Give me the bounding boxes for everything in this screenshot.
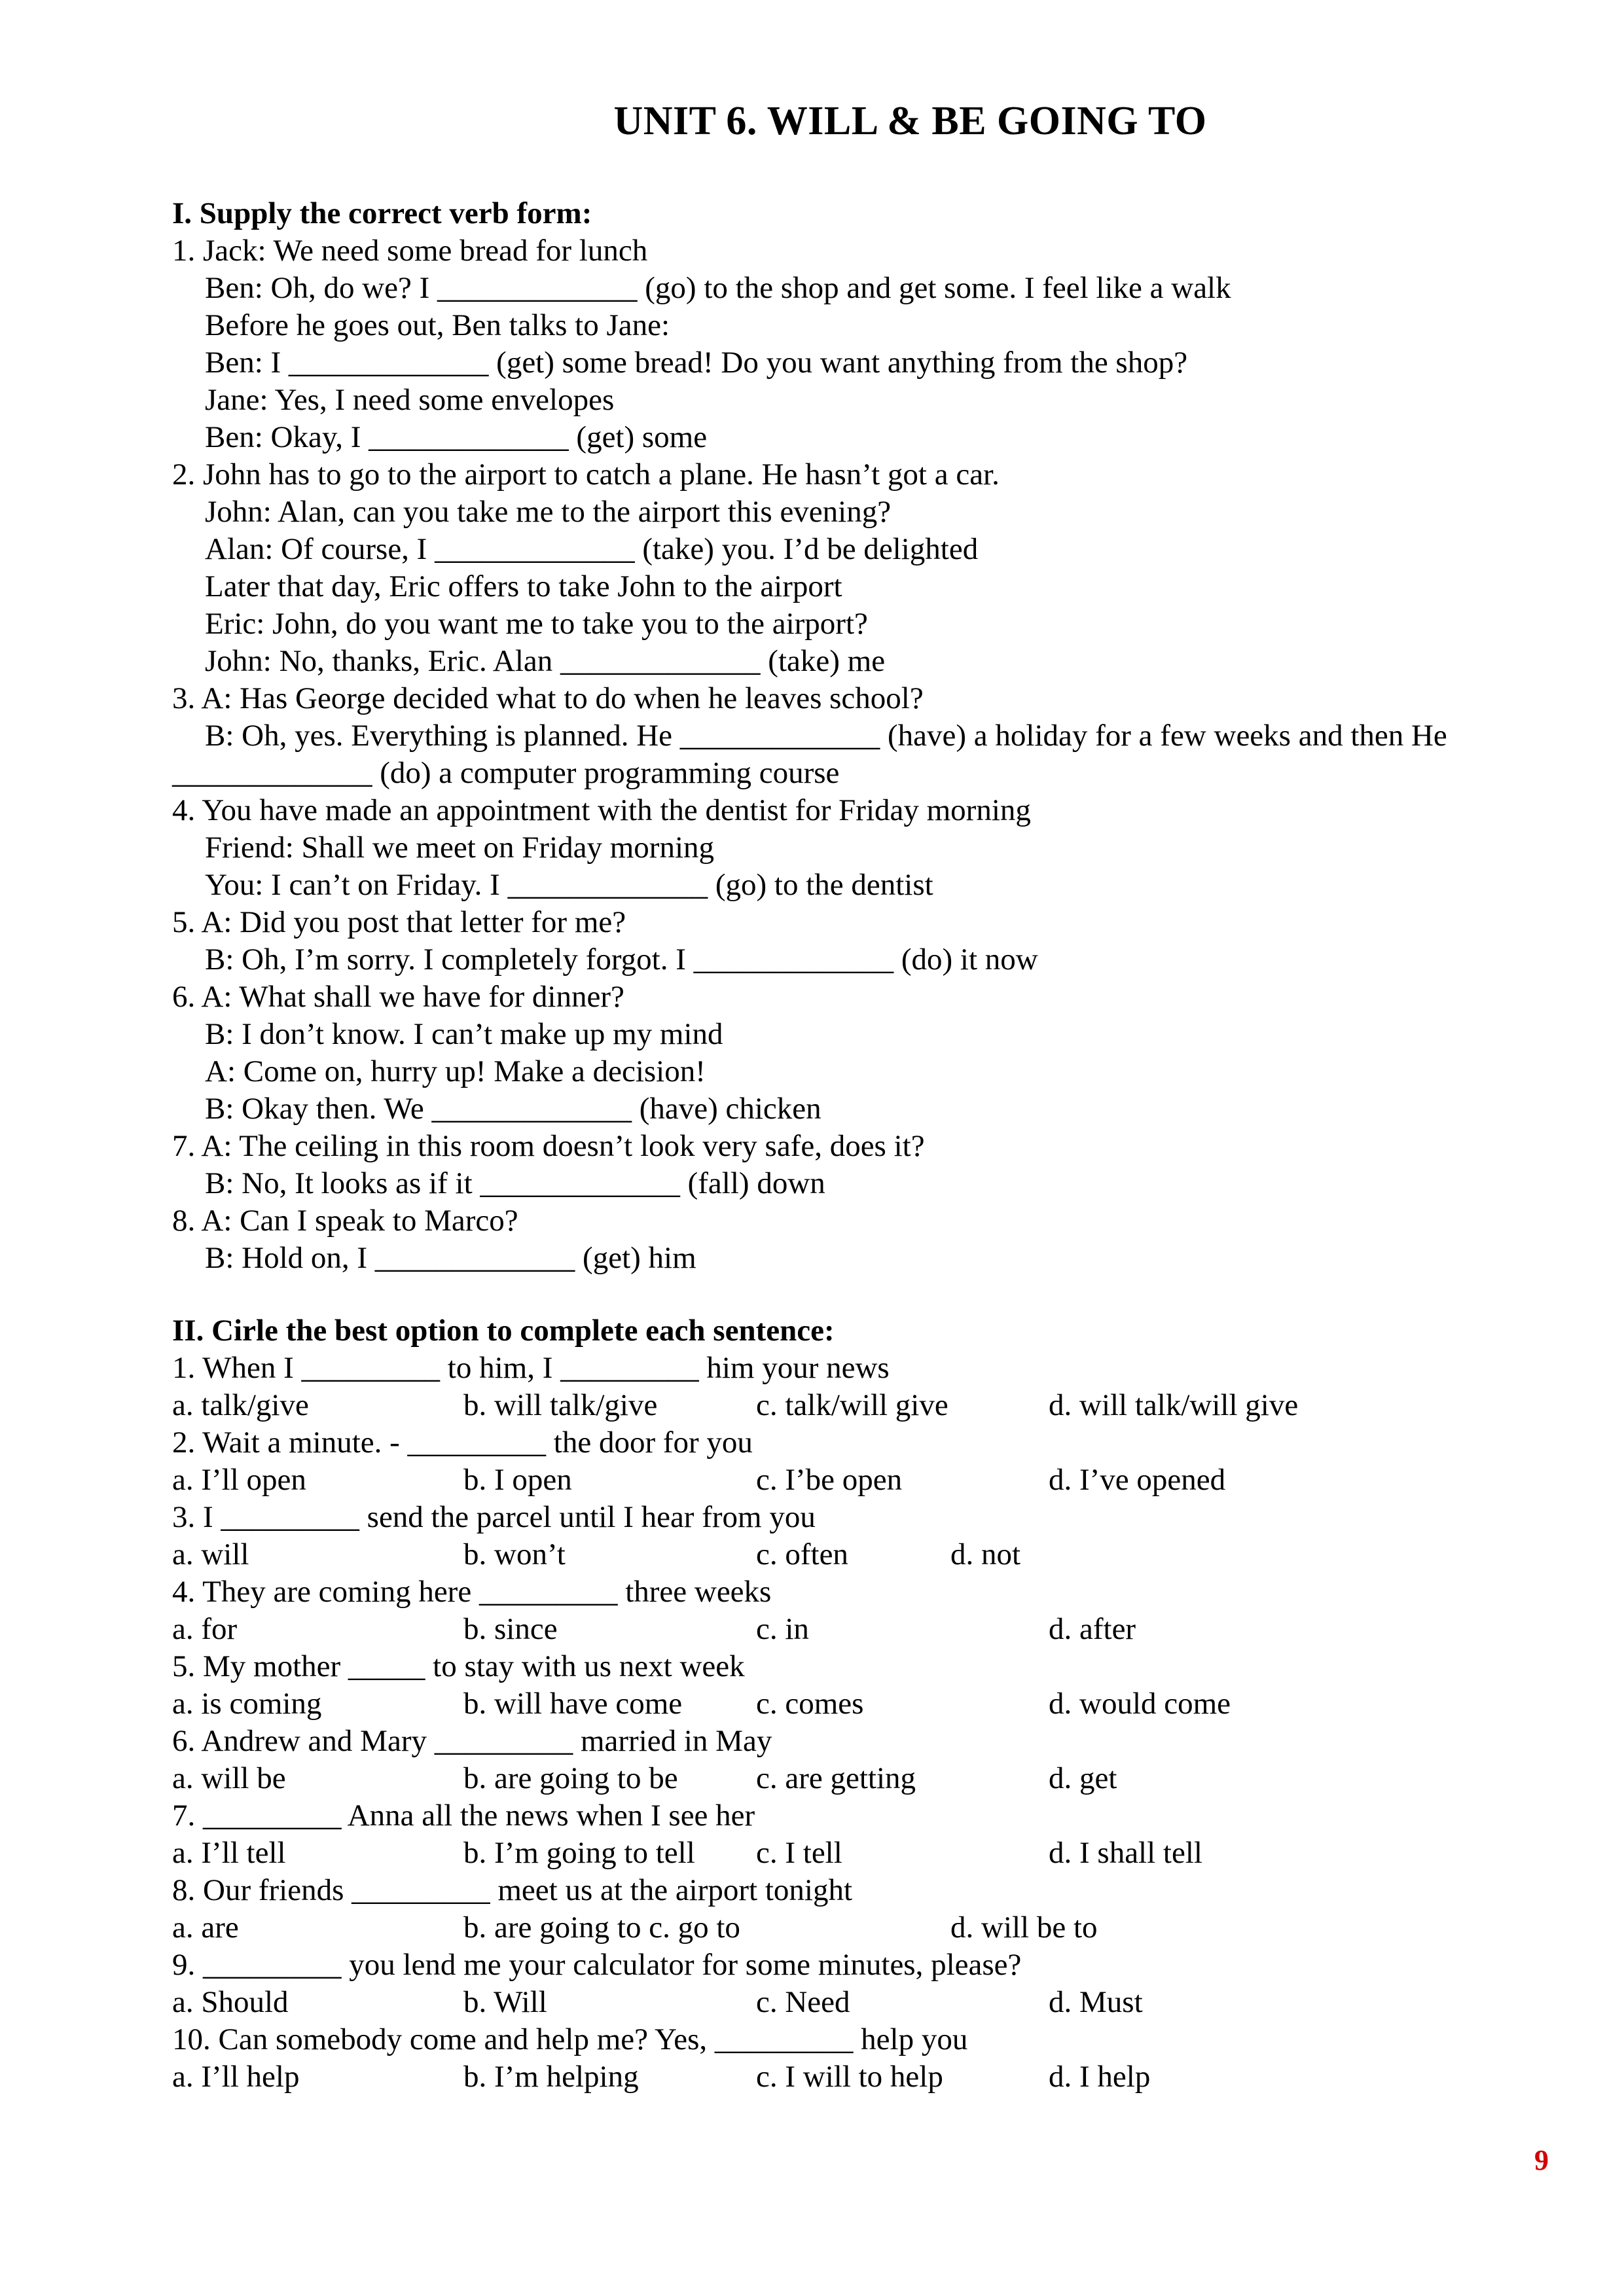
option-b[interactable]: b. will talk/give <box>463 1388 658 1422</box>
option-a[interactable]: a. talk/give <box>172 1388 309 1422</box>
option-c[interactable]: c. talk/will give <box>756 1388 948 1422</box>
option-d[interactable]: d. will talk/will give <box>1049 1388 1299 1422</box>
exercise-line: 1. Jack: We need some bread for lunch <box>172 234 648 268</box>
option-d[interactable]: d. Must <box>1049 1985 1143 2019</box>
option-c[interactable]: c. are getting <box>756 1761 916 1795</box>
option-c[interactable]: c. I will to help <box>756 2060 943 2094</box>
option-d[interactable]: d. after <box>1049 1612 1136 1646</box>
exercise-line: 5. A: Did you post that letter for me? <box>172 905 626 939</box>
option-d[interactable]: d. would come <box>1049 1687 1231 1721</box>
exercise-line: B: Hold on, I _____________ (get) him <box>205 1241 696 1275</box>
option-c[interactable]: c. I’be open <box>756 1463 903 1497</box>
question: 8. Our friends _________ meet us at the airport tonight <box>172 1873 853 1907</box>
exercise-line: Friend: Shall we meet on Friday morning <box>205 831 715 865</box>
exercise-line: B: I don’t know. I can’t make up my mind <box>205 1017 723 1051</box>
exercise-line: Jane: Yes, I need some envelopes <box>205 383 615 417</box>
question: 9. _________ you lend me your calculator for some minutes, please? <box>172 1948 1022 1982</box>
option-b[interactable]: b. since <box>463 1612 558 1646</box>
exercise-line: 6. A: What shall we have for dinner? <box>172 980 624 1014</box>
page-title: UNIT 6. WILL & BE GOING TO <box>613 99 1207 143</box>
question: 10. Can somebody come and help me? Yes, _________ help you <box>172 2022 968 2056</box>
option-a[interactable]: a. Should <box>172 1985 289 2019</box>
option-a[interactable]: a. for <box>172 1612 238 1646</box>
section-2-heading: II. Cirle the best option to complete each sentence: <box>172 1314 835 1348</box>
exercise-line: 4. You have made an appointment with the dentist for Friday morning <box>172 793 1031 827</box>
option-a[interactable]: a. will <box>172 1537 249 1571</box>
option-c[interactable]: c. often <box>756 1537 848 1571</box>
exercise-line: Ben: I _____________ (get) some bread! Do you want anything from the shop? <box>205 346 1188 380</box>
question: 4. They are coming here _________ three weeks <box>172 1575 772 1609</box>
page-number: 9 <box>1534 2144 1549 2176</box>
question: 6. Andrew and Mary _________ married in May <box>172 1724 772 1758</box>
option-d[interactable]: d. I’ve opened <box>1049 1463 1226 1497</box>
option-d[interactable]: d. I shall tell <box>1049 1836 1202 1870</box>
option-d[interactable]: d. will be to <box>950 1910 1098 1945</box>
option-a[interactable]: a. is coming <box>172 1687 322 1721</box>
question: 1. When I _________ to him, I _________ him your news <box>172 1351 890 1385</box>
exercise-line: Before he goes out, Ben talks to Jane: <box>205 308 670 342</box>
exercise-line: 3. A: Has George decided what to do when he leaves school? <box>172 681 924 715</box>
exercise-line: B: Oh, I’m sorry. I completely forgot. I _____________ (do) it now <box>205 942 1038 977</box>
option-a[interactable]: a. are <box>172 1910 239 1945</box>
option-a[interactable]: a. I’ll help <box>172 2060 300 2094</box>
option-b[interactable]: b. Will <box>463 1985 547 2019</box>
option-b[interactable]: b. I open <box>463 1463 572 1497</box>
exercise-line: 7. A: The ceiling in this room doesn’t look very safe, does it? <box>172 1129 925 1163</box>
option-b[interactable]: b. are going to be <box>463 1761 678 1795</box>
option-c[interactable]: c. I tell <box>756 1836 842 1870</box>
question: 5. My mother _____ to stay with us next week <box>172 1649 745 1683</box>
option-b[interactable]: b. won’t <box>463 1537 566 1571</box>
option-d[interactable]: d. not <box>950 1537 1021 1571</box>
exercise-line: A: Come on, hurry up! Make a decision! <box>205 1054 706 1088</box>
option-a[interactable]: a. I’ll open <box>172 1463 306 1497</box>
option-c[interactable]: c. comes <box>756 1687 864 1721</box>
question: 2. Wait a minute. - _________ the door for you <box>172 1426 753 1460</box>
exercise-line: John: Alan, can you take me to the airport this evening? <box>205 495 892 529</box>
option-a[interactable]: a. will be <box>172 1761 286 1795</box>
option-b[interactable]: b. I’m helping <box>463 2060 639 2094</box>
section-1-heading: I. Supply the correct verb form: <box>172 196 592 230</box>
exercise-line: Ben: Oh, do we? I _____________ (go) to the shop and get some. I feel like a walk <box>205 271 1231 305</box>
exercise-line: B: Okay then. We _____________ (have) chicken <box>205 1092 821 1126</box>
option-c[interactable]: c. in <box>756 1612 809 1646</box>
option-b[interactable]: b. will have come <box>463 1687 683 1721</box>
question: 7. _________ Anna all the news when I see her <box>172 1799 755 1833</box>
question: 3. I _________ send the parcel until I hear from you <box>172 1500 816 1534</box>
option-b[interactable]: b. I’m going to tell <box>463 1836 695 1870</box>
option-d[interactable]: d. get <box>1049 1761 1117 1795</box>
exercise-line: John: No, thanks, Eric. Alan _____________ (take) me <box>205 644 886 678</box>
exercise-line: B: Oh, yes. Everything is planned. He _____________ (have) a holiday for a few weeks and then He <box>205 719 1447 753</box>
exercise-line: B: No, It looks as if it _____________ (fall) down <box>205 1166 825 1200</box>
option-a[interactable]: a. I’ll tell <box>172 1836 286 1870</box>
option-b[interactable]: b. are going to c. go to <box>463 1910 740 1945</box>
exercise-line: Later that day, Eric offers to take John to the airport <box>205 569 842 603</box>
option-d[interactable]: d. I help <box>1049 2060 1151 2094</box>
exercise-line: _____________ (do) a computer programming course <box>172 756 840 790</box>
exercise-line: 8. A: Can I speak to Marco? <box>172 1204 518 1238</box>
exercise-line: You: I can’t on Friday. I _____________ (go) to the dentist <box>205 868 933 902</box>
exercise-line: Alan: Of course, I _____________ (take) you. I’d be delighted <box>205 532 979 566</box>
exercise-line: Ben: Okay, I _____________ (get) some <box>205 420 708 454</box>
exercise-line: Eric: John, do you want me to take you to the airport? <box>205 607 868 641</box>
exercise-line: 2. John has to go to the airport to catch a plane. He hasn’t got a car. <box>172 457 1000 492</box>
option-c[interactable]: c. Need <box>756 1985 850 2019</box>
